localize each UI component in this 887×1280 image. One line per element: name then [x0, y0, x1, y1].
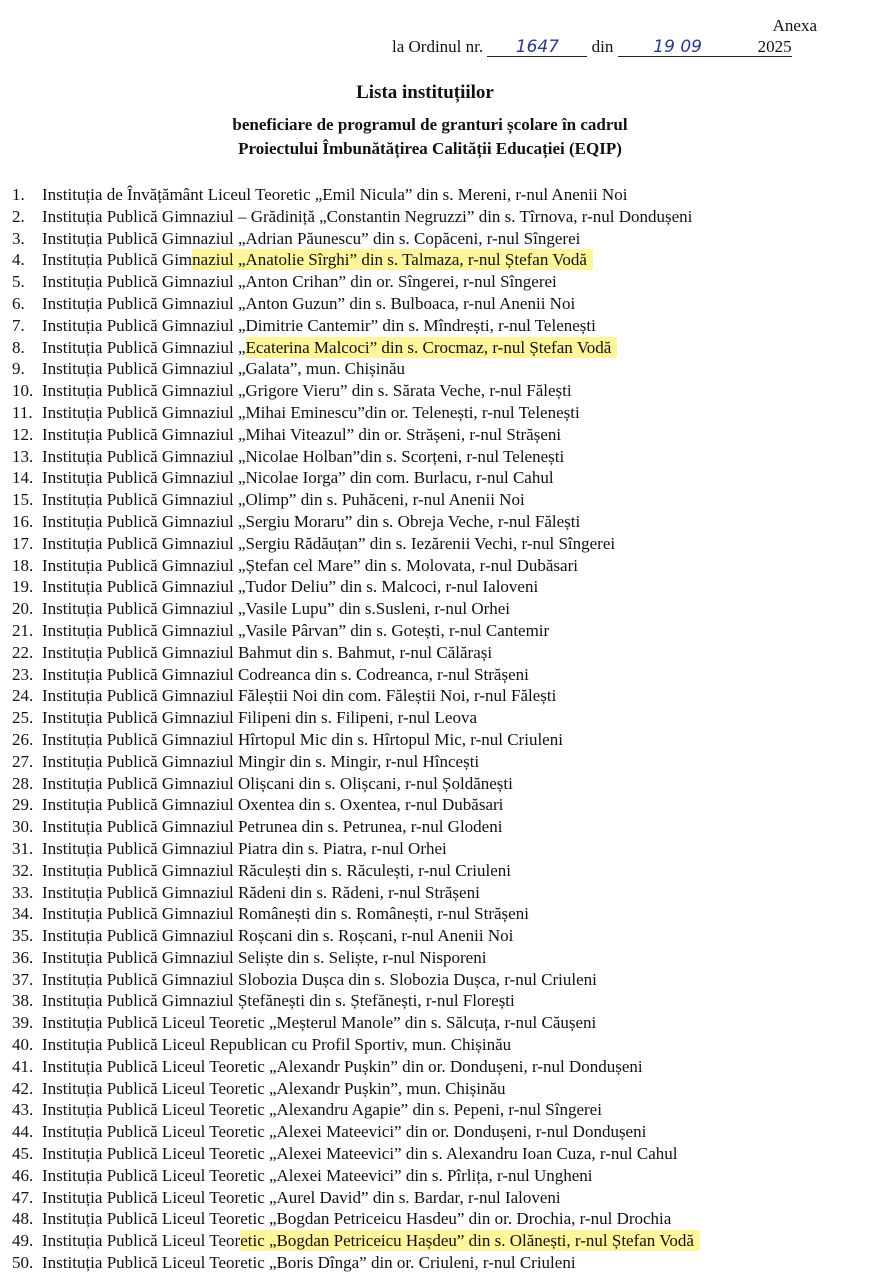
item-text: Instituția Publică Gimnaziul „ [42, 337, 246, 357]
item-number: 40. [12, 1035, 34, 1055]
item-number: 3. [12, 228, 25, 248]
list-item [12, 1143, 700, 1165]
item-text: Instituția Publică Gimnaziul „Galata”, mun. Chișinău [42, 359, 406, 379]
institution-list [12, 184, 700, 1274]
item-text: Instituția Publică Gimnaziul „Vasile Lupu” din s.Susleni, r-nul Orhei [42, 599, 511, 619]
item-text: Instituția de Învățământ Liceul Teoretic „Emil Nicula” din s. Mereni, r-nul Anenii Noi [42, 185, 628, 204]
list-item [12, 184, 700, 206]
list-item [12, 380, 700, 402]
list-item [12, 337, 700, 359]
item-number: 10. [12, 381, 34, 401]
item-number: 6. [12, 293, 25, 313]
item-text: Instituția Publică Liceul Teoretic „Alexandr Pușkin”, mun. Chișinău [42, 1078, 506, 1098]
order-number-field: 1647 [487, 38, 587, 57]
item-text: Instituția Publică Liceul Teoretic „Alexei Mateevici” din s. Pîrlița, r-nul Ungheni [42, 1165, 593, 1185]
item-text: Instituția Publică Gimnaziul „Tudor Deliu” din s. Malcoci, r-nul Ialoveni [42, 577, 539, 597]
item-number: 1. [12, 185, 25, 204]
item-number: 4. [12, 250, 25, 270]
order-year: 2025 [738, 38, 792, 57]
item-text: Instituția Publică Liceul Teoretic „Alexandr Pușkin” din or. Dondușeni, r-nul Dondușeni [42, 1056, 643, 1076]
list-item [12, 228, 700, 250]
item-text: Instituția Publică Gimnaziul Petrunea din s. Petrunea, r-nul Glodeni [42, 817, 503, 837]
item-number: 11. [12, 402, 33, 422]
item-text: Instituția Publică Gimnaziul „Adrian Păunescu” din s. Copăceni, r-nul Sîngerei [42, 228, 581, 248]
item-text: Instituția Publică Gimnaziul Slobozia Dușca din s. Slobozia Dușca, r-nul Criuleni [42, 969, 597, 989]
list-item [12, 882, 700, 904]
list-item [12, 358, 700, 380]
list-item [12, 489, 700, 511]
item-number: 30. [12, 817, 34, 837]
item-number: 36. [12, 947, 34, 967]
item-number: 33. [12, 882, 34, 902]
item-text: Instituția Publică Gimnaziul Făleștii Noi din com. Făleștii Noi, r-nul Fălești [42, 686, 557, 706]
item-number: 23. [12, 664, 34, 684]
item-text: Instituția Publică Liceul Teoretic „Aurel David” din s. Bardar, r-nul Ialoveni [42, 1187, 561, 1207]
list-item [12, 707, 700, 729]
list-item [12, 794, 700, 816]
item-number: 26. [12, 729, 34, 749]
item-text: Instituția Publică Liceul Teoretic „Bogdan Petriceicu Hasdeu” din or. Drochia, r-nul Drochia [42, 1209, 672, 1229]
list-item [12, 1099, 700, 1121]
item-number: 44. [12, 1122, 34, 1142]
list-item [12, 293, 700, 315]
item-number: 32. [12, 860, 34, 880]
item-number: 25. [12, 708, 34, 728]
order-date-field: 19 09 [618, 38, 738, 57]
list-item [12, 1078, 700, 1100]
list-item [12, 947, 700, 969]
highlighted-text: naziul „Anatolie Sîrghi” din s. Talmaza, r-nul Ștefan Vodă [192, 249, 593, 270]
item-text: Instituția Publică Gimnaziul „Mihai Eminescu”din or. Telenești, r-nul Telenești [42, 402, 580, 422]
item-number: 43. [12, 1100, 34, 1120]
item-text: Instituția Publică Gimnaziul „Nicolae Iorga” din com. Burlacu, r-nul Cahul [42, 468, 554, 488]
item-number: 42. [12, 1078, 34, 1098]
item-text: Instituția Publică Liceul Teoretic „Alexei Mateevici” din s. Alexandru Ioan Cuza, r-nul Cahul [42, 1144, 678, 1164]
item-number: 2. [12, 206, 25, 226]
item-number: 35. [12, 926, 34, 946]
item-number: 24. [12, 686, 34, 706]
order-reference [392, 37, 792, 57]
item-number: 38. [12, 991, 34, 1011]
item-text: Instituția Publică Gim [42, 250, 193, 270]
list-item [12, 860, 700, 882]
item-number: 12. [12, 424, 34, 444]
document-subtitle [0, 113, 860, 161]
item-text: Instituția Publică Liceul Republican cu Profil Sportiv, mun. Chișinău [42, 1035, 512, 1055]
item-number: 17. [12, 533, 34, 553]
list-item [12, 533, 700, 555]
list-item [12, 206, 700, 228]
item-number: 20. [12, 599, 34, 619]
item-text: Instituția Publică Gimnaziul „Ștefan cel Mare” din s. Molovata, r-nul Dubăsari [42, 555, 578, 575]
list-item [12, 598, 700, 620]
item-number: 41. [12, 1056, 34, 1076]
item-number: 46. [12, 1165, 34, 1185]
item-text: Instituția Publică Gimnaziul „Anton Guzun” din s. Bulboaca, r-nul Anenii Noi [42, 293, 576, 313]
item-text: Instituția Publică Liceul Teoretic „Boris Dînga” din or. Criuleni, r-nul Criuleni [42, 1253, 576, 1273]
item-text: Instituția Publică Gimnaziul Piatra din s. Piatra, r-nul Orhei [42, 838, 447, 858]
list-item [12, 1230, 700, 1252]
list-item [12, 1208, 700, 1230]
order-prefix: la Ordinul nr. [392, 37, 484, 56]
item-text: Instituția Publică Gimnaziul „Olimp” din s. Puhăceni, r-nul Anenii Noi [42, 490, 525, 510]
document-title: Lista instituțiilor [356, 82, 494, 103]
item-text: Instituția Publică Gimnaziul „Sergiu Rădăuțan” din s. Iezărenii Vechi, r-nul Sîngerei [42, 533, 616, 553]
list-item [12, 576, 700, 598]
item-text: Instituția Publică Gimnaziul Bahmut din s. Bahmut, r-nul Călărași [42, 642, 493, 662]
list-item [12, 773, 700, 795]
item-text: Instituția Publică Gimnaziul „Vasile Pârvan” din s. Gotești, r-nul Cantemir [42, 620, 550, 640]
item-number: 14. [12, 468, 34, 488]
item-number: 49. [12, 1231, 34, 1251]
item-text: Instituția Publică Gimnaziul „Nicolae Holban”din s. Scorțeni, r-nul Telenești [42, 446, 565, 466]
item-number: 9. [12, 359, 25, 379]
list-item [12, 315, 700, 337]
item-text: Instituția Publică Gimnaziul Hîrtopul Mic din s. Hîrtopul Mic, r-nul Criuleni [42, 729, 563, 749]
item-text: Instituția Publică Gimnaziul „Anton Crihan” din or. Sîngerei, r-nul Sîngerei [42, 272, 557, 292]
item-text: Instituția Publică Gimnaziul Mingir din s. Mingir, r-nul Hîncești [42, 751, 480, 771]
item-number: 18. [12, 555, 34, 575]
list-item [12, 511, 700, 533]
item-text: Instituția Publică Liceul Teor [42, 1231, 241, 1251]
list-item [12, 838, 700, 860]
item-text: Instituția Publică Gimnaziul Roșcani din s. Roșcani, r-nul Anenii Noi [42, 926, 514, 946]
item-text: Instituția Publică Gimnaziul Rădeni din s. Rădeni, r-nul Strășeni [42, 882, 480, 902]
item-number: 48. [12, 1209, 34, 1229]
item-text: Instituția Publică Gimnaziul Oxentea din s. Oxentea, r-nul Dubăsari [42, 795, 504, 815]
list-item [12, 1187, 700, 1209]
list-item [12, 467, 700, 489]
item-number: 21. [12, 620, 34, 640]
item-number: 7. [12, 315, 25, 335]
item-number: 19. [12, 577, 34, 597]
item-text: Instituția Publică Liceul Teoretic „Alexei Mateevici” din or. Dondușeni, r-nul Dondușeni [42, 1122, 647, 1142]
list-item [12, 816, 700, 838]
list-item [12, 555, 700, 577]
item-number: 39. [12, 1013, 34, 1033]
item-number: 16. [12, 511, 34, 531]
item-text: Instituția Publică Gimnaziul „Grigore Vieru” din s. Sărata Veche, r-nul Fălești [42, 381, 572, 401]
item-number: 45. [12, 1144, 34, 1164]
date-prefix: din [591, 37, 614, 56]
item-number: 13. [12, 446, 34, 466]
item-number: 31. [12, 838, 34, 858]
list-item [12, 1121, 700, 1143]
list-item [12, 642, 700, 664]
subtitle-line-1: beneficiare de programul de granturi școlare în cadrul [232, 115, 628, 134]
item-number: 27. [12, 751, 34, 771]
list-item [12, 969, 700, 991]
item-number: 5. [12, 272, 25, 292]
item-number: 28. [12, 773, 34, 793]
item-text: Instituția Publică Gimnaziul Ștefănești din s. Ștefănești, r-nul Florești [42, 991, 515, 1011]
item-text: Instituția Publică Gimnaziul „Mihai Viteazul” din or. Strășeni, r-nul Strășeni [42, 424, 562, 444]
item-number: 37. [12, 969, 34, 989]
list-item [12, 249, 700, 271]
list-item [12, 402, 700, 424]
item-number: 50. [12, 1253, 34, 1273]
subtitle-line-2: Proiectului Îmbunătățirea Calității Educației (EQIP) [238, 139, 622, 158]
item-text: Instituția Publică Liceul Teoretic „Meșterul Manole” din s. Sălcuța, r-nul Căușeni [42, 1013, 597, 1033]
item-text: Instituția Publică Gimnaziul „Dimitrie Cantemir” din s. Mîndrești, r-nul Telenești [42, 315, 596, 335]
item-number: 8. [12, 337, 25, 357]
list-item [12, 1252, 700, 1274]
list-item [12, 664, 700, 686]
list-item [12, 903, 700, 925]
item-text: Instituția Publică Gimnaziul Răculești din s. Răculești, r-nul Criuleni [42, 860, 511, 880]
list-item [12, 1165, 700, 1187]
item-number: 29. [12, 795, 34, 815]
list-item [12, 990, 700, 1012]
annex-label: Anexa [772, 16, 817, 35]
list-item [12, 729, 700, 751]
highlighted-text: etic „Bogdan Petriceicu Hașdeu” din s. Olănești, r-nul Ștefan Vodă [240, 1230, 700, 1251]
list-item [12, 271, 700, 293]
item-text: Instituția Publică Gimnaziul „Sergiu Moraru” din s. Obreja Veche, r-nul Fălești [42, 511, 581, 531]
item-text: Instituția Publică Gimnaziul – Grădiniță „Constantin Negruzzi” din s. Tîrnova, r-nul Dondușeni [42, 206, 693, 226]
list-item [12, 1056, 700, 1078]
item-text: Instituția Publică Gimnaziul Românești din s. Românești, r-nul Strășeni [42, 904, 529, 924]
item-number: 22. [12, 642, 34, 662]
item-number: 15. [12, 490, 34, 510]
list-item [12, 751, 700, 773]
highlighted-text: Ecaterina Malcoci” din s. Crocmaz, r-nul Ștefan Vodă [246, 337, 618, 358]
list-item [12, 620, 700, 642]
item-text: Instituția Publică Gimnaziul Codreanca din s. Codreanca, r-nul Strășeni [42, 664, 529, 684]
item-text: Instituția Publică Gimnaziul Filipeni din s. Filipeni, r-nul Leova [42, 708, 477, 728]
list-item [12, 424, 700, 446]
item-text: Instituția Publică Gimnaziul Olișcani din s. Olișcani, r-nul Șoldănești [42, 773, 513, 793]
list-item [12, 925, 700, 947]
list-item [12, 1012, 700, 1034]
list-item [12, 685, 700, 707]
item-number: 34. [12, 904, 34, 924]
list-item [12, 446, 700, 468]
item-text: Instituția Publică Gimnaziul Seliște din s. Seliște, r-nul Nisporeni [42, 947, 487, 967]
item-number: 47. [12, 1187, 34, 1207]
list-item [12, 1034, 700, 1056]
item-text: Instituția Publică Liceul Teoretic „Alexandru Agapie” din s. Pepeni, r-nul Sîngerei [42, 1100, 602, 1120]
